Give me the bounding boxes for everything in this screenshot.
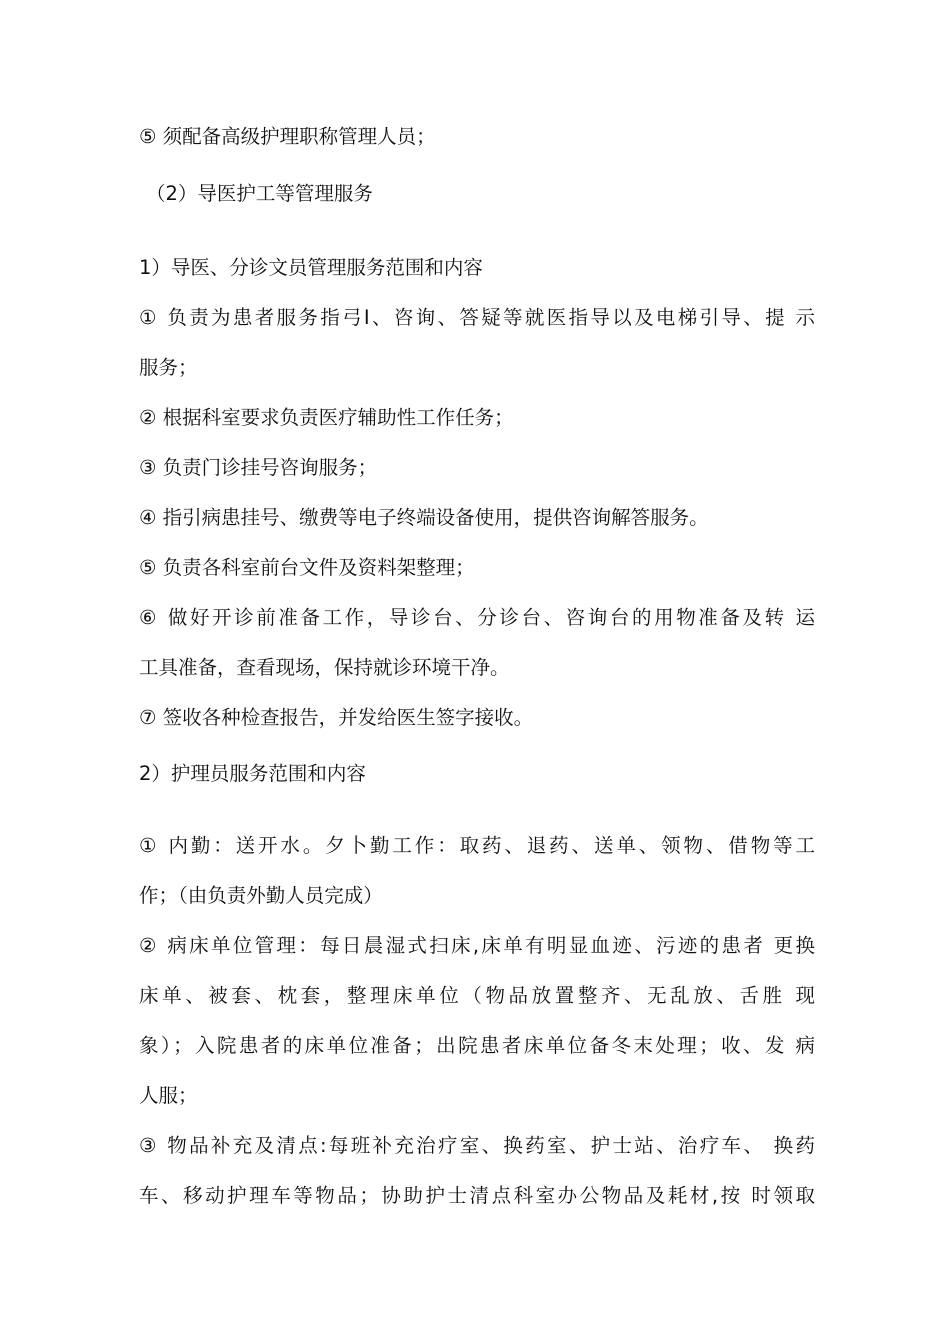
- paragraph-line: ① 负责为患者服务指弓I、咨询、答疑等就医指导以及电梯引导、提 示: [139, 306, 815, 329]
- paragraph-line: ② 病床单位管理：每日晨湿式扫床,床单有明显血迹、污迹的患者 更换: [139, 934, 815, 957]
- paragraph-line: 象）；入院患者的床单位准备；出院患者床单位备冬末处理；收、发 病: [139, 1034, 815, 1057]
- item-5-senior-nurse-manager: ⑤ 须配备高级护理职称管理人员；: [139, 125, 436, 148]
- paragraph-line: 作；（由负责外勤人员完成）: [139, 884, 383, 907]
- paragraph-line: 床单、被套、枕套，整理床单位（物品放置整齐、无乱放、舌胜 现: [139, 984, 815, 1007]
- paragraph-line: ① 内勤：送开水。夕卜勤工作：取药、退药、送单、领物、借物等工: [139, 834, 815, 857]
- paragraph-line: 工具准备，查看现场，保持就诊环境干净。: [139, 656, 510, 679]
- subsection-heading-1: 1）导医、分诊文员管理服务范围和内容: [139, 256, 483, 279]
- subsection-heading-2: 2）护理员服务范围和内容: [139, 762, 366, 785]
- list-item: ④ 指引病患挂号、缴费等电子终端设备使用，提供咨询解答服务。: [139, 506, 709, 529]
- paragraph-line: 人服；: [139, 1084, 198, 1107]
- paragraph-line: 服务；: [139, 356, 198, 379]
- paragraph-line: ③ 物品补充及清点:每班补充治疗室、换药室、护士站、治疗车、 换药: [139, 1134, 815, 1157]
- paragraph-line: 车、移动护理车等物品；协助护士清点科室办公物品及耗材,按 时领取: [139, 1184, 815, 1207]
- section-heading-2: （2）导医护工等管理服务: [146, 182, 373, 205]
- paragraph-line: ⑥ 做好开诊前准备工作，导诊台、分诊台、咨询台的用物准备及转 运: [139, 606, 815, 629]
- list-item: ⑦ 签收各种检查报告，并发给医生签字接收。: [139, 706, 534, 729]
- list-item: ③ 负责门诊挂号咨询服务；: [139, 456, 378, 479]
- list-item: ⑤ 负责各科室前台文件及资料架整理；: [139, 556, 475, 579]
- list-item: ② 根据科室要求负责医疗辅助性工作任务；: [139, 406, 514, 429]
